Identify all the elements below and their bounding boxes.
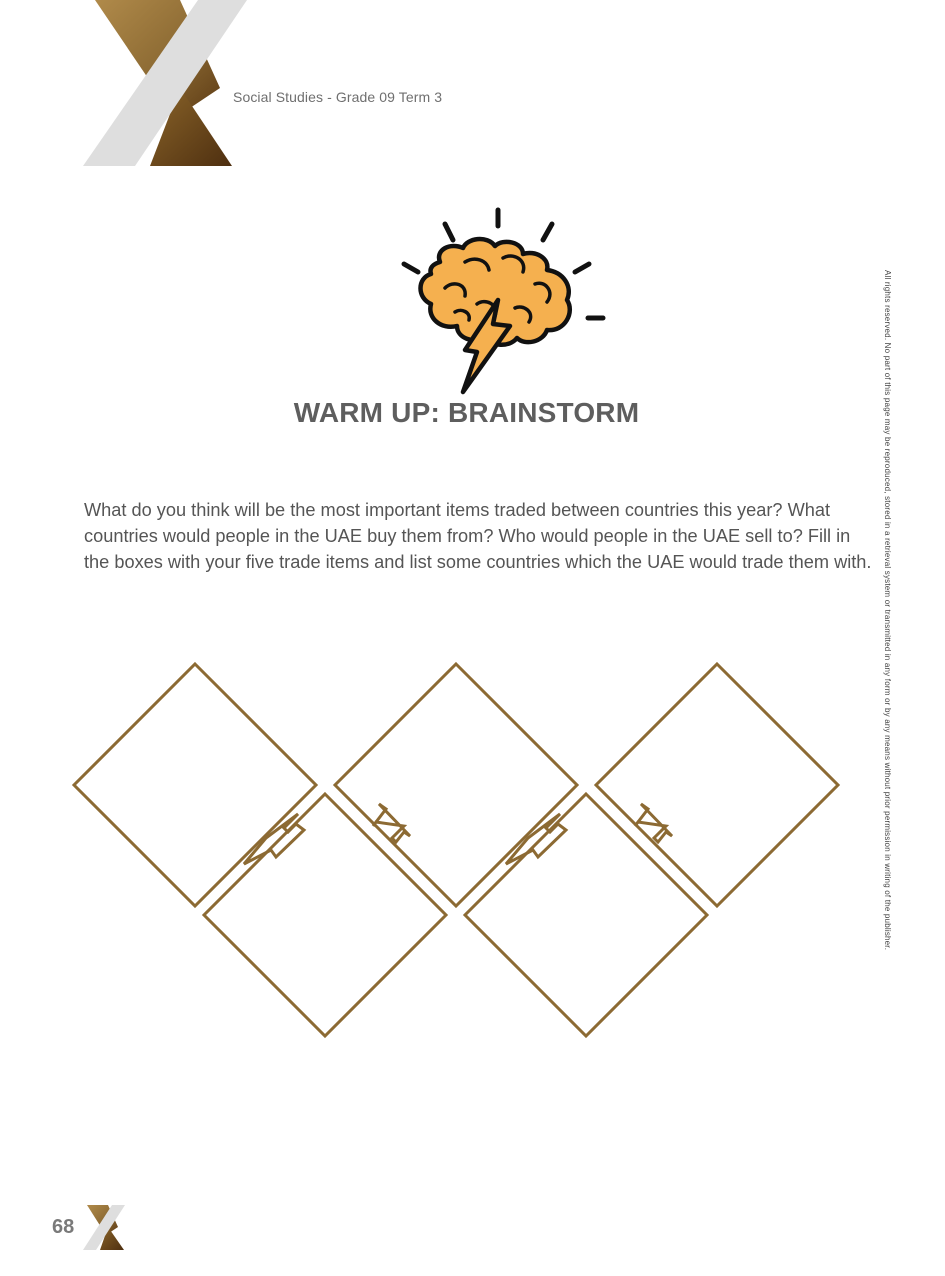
brand-x-logo — [80, 0, 250, 168]
course-header: Social Studies - Grade 09 Term 3 — [233, 89, 443, 105]
instructions-paragraph: What do you think will be the most important items traded between countries this year? What countries would people in the UAE buy them from? Who would people in the UAE sell to? Fill in the boxes with your five trade items and list some countries which the UAE would trade them with. — [84, 500, 872, 572]
rights-notice: All rights reserved. No part of this page may be reproduced, stored in a retrieval system or transmitted in any form or by any means without prior permission in writing of the publisher. — [883, 270, 892, 951]
trade-items-diagram — [66, 654, 846, 1044]
page-number: 68 — [52, 1216, 75, 1238]
brain-lightning-icon — [395, 200, 615, 400]
section-title: WARM UP: BRAINSTORM — [293, 397, 640, 428]
brand-x-logo-small — [82, 1205, 126, 1251]
